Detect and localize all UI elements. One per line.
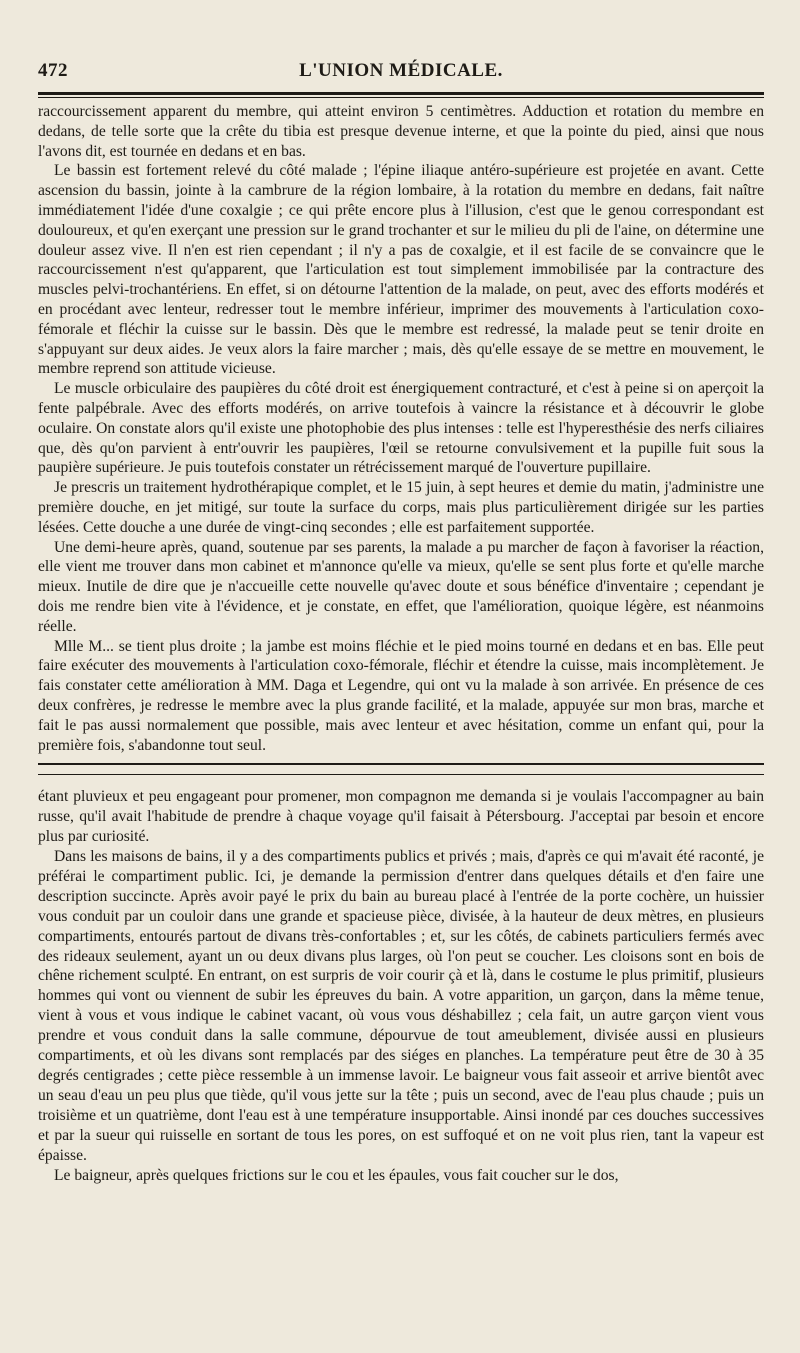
article-body xyxy=(38,102,764,755)
article-paragraph: Le bassin est fortement relevé du côté malade ; l'épine iliaque antéro-supérieure est projetée en avant. Cette ascension du bassin, jointe à la cambrure de la région lombaire, à la rotation du membre en dedans, fait naître immédiatement l'idée d'une coxalgie ; ce qui prête encore plus à l'illusion, c'est que le genou correspondant est douloureux, et qu'en exerçant une pression sur le grand trochanter et sur le milieu du pli de l'aine, on détermine une douleur assez vive. Il n'en est rien cependant ; il n'y a pas de coxalgie, et il est facile de se convaincre que le raccourcissement n'est qu'apparent, que l'articulation est tout simplement immobilisée par la contracture des muscles pelvi-trochantériens. En effet, si on détourne l'attention de la malade, on peut, avec des efforts modérés et en procédant avec lenteur, redresser tout le membre inférieur, imprimer des mouvements à l'articulation coxo-fémorale et fléchir la cuisse sur le bassin. Dès que le membre est redressé, la malade peut se tenir droite en s'appuyant sur deux aides. Je veux alors la faire marcher ; mais, dès qu'elle essaye de se mettre en mouvement, le membre reprend son attitude vicieuse. xyxy=(38,162,764,378)
article-paragraph: Une demi-heure après, quand, soutenue par ses parents, la malade a pu marcher de façon à favoriser la réaction, elle vient me trouver dans mon cabinet et m'annonce qu'elle va mieux, qu'elle se sent plus forte et qu'elle marche mieux. Inutile de dire que je n'accueille cette nouvelle qu'avec doute et sous bénéfice d'inventaire ; cependant je dois me rendre bien vite à l'évidence, et je constate, en effet, que l'amélioration, quoique légère, est néanmoins réelle. xyxy=(38,538,764,635)
feuilleton-separator xyxy=(38,763,764,775)
header-rule xyxy=(38,92,764,95)
header-rule-thin xyxy=(38,97,764,98)
feuilleton-paragraph: Le baigneur, après quelques frictions sur le cou et les épaules, vous fait coucher sur le dos, xyxy=(54,1166,619,1184)
running-title: L'UNION MÉDICALE. xyxy=(299,60,503,81)
article-paragraph: Je prescris un traitement hydrothérapique complet, et le 15 juin, à sept heures et demie du matin, j'administre une première douche, en jet mitigé, sur toute la surface du corps, mais plus particulièrement dirigée sur les parties lésées. Cette douche a une durée de vingt-cinq secondes ; elle est parfaitement supportée. xyxy=(38,479,764,536)
article-paragraph: raccourcissement apparent du membre, qui atteint environ 5 centimètres. Adduction et rotation du membre en dedans, de telle sorte que la crête du tibia est presque devenue interne, et que la pointe du pied, ainsi que nous l'avons dit, est tournée en dedans et en bas. xyxy=(38,103,764,160)
feuilleton-body xyxy=(38,787,764,1185)
page-header xyxy=(38,60,764,90)
article-paragraph: Le muscle orbiculaire des paupières du côté droit est énergiquement contracturé, et c'est à peine si on aperçoit la fente palpébrale. Avec des efforts modérés, on arrive toutefois à vaincre la résistance et à découvrir le globe oculaire. On constate alors qu'il existe une photophobie des plus intenses : telle est l'hyperesthésie des nerfs ciliaires que, dès qu'on parvient à entr'ouvrir les paupières, l'œil se retourne convulsivement et la pupille fuit sous la paupière supérieure. Je puis toutefois constater un rétrécissement marqué de l'ouverture pupillaire. xyxy=(38,380,764,477)
feuilleton-paragraph: Dans les maisons de bains, il y a des compartiments publics et privés ; mais, d'après ce qui m'avait été raconté, je préférai le compartiment public. Ici, je demande la permission d'entrer dans quelques détails et d'en faire une description succincte. Après avoir payé le prix du bain au bureau placé à l'entrée de la porte cochère, un huissier vous conduit par un couloir dans une grande et spacieuse pièce, divisée, à la hauteur de deux mètres, en plusieurs compartiments, entourés partout de divans très-confortables ; et, sur les côtés, de cabinets particuliers fermés avec des rideaux seulement, ayant un ou deux divans plus larges, où l'on peut se coucher. Les cloisons sont en bois de chêne richement sculpté. En entrant, on est surpris de voir courir çà et là, dans le costume le plus primitif, plusieurs hommes qui vont ou viennent de subir les épreuves du bain. A votre apparition, un garçon, dans la même tenue, vient à vous et vous indique le cabinet vacant, où vous vous déshabillez ; cela fait, un autre garçon vient vous prendre et vous conduit dans la salle commune, dépourvue de tout ameublement, divisée aussi en plusieurs compartiments, et où les divans sont remplacés par des siéges en planches. La température peut être de 30 à 35 degrés centigrades ; cette pièce ressemble à un immense lavoir. Le baigneur vous fait asseoir et arrive bientôt avec un seau d'eau un peu plus que tiède, qu'il vous jette sur la tête ; puis un second, avec de l'eau plus chaude ; puis un troisième et un quatrième, dont l'eau est à une température insupportable. Ainsi inondé par ces douches successives et par la sueur qui ruisselle en sortant de tous les pores, on est suffoqué et on ne voit plus rien, tant la vapeur est épaisse. xyxy=(38,848,764,1164)
page-number: 472 xyxy=(38,60,68,81)
feuilleton-paragraph: étant pluvieux et peu engageant pour promener, mon compagnon me demanda si je voulais l'accompagner au bain russe, qu'il avait l'habitude de prendre à chaque voyage qu'il faisait à Pétersbourg. J'acceptai par besoin et encore plus par curiosité. xyxy=(38,788,764,846)
article-paragraph: Mlle M... se tient plus droite ; la jambe est moins fléchie et le pied moins tourné en dedans et en bas. Elle peut faire exécuter des mouvements à l'articulation coxo-fémorale, fléchir et étendre la cuisse, mais incomplètement. Je fais constater cette amélioration à MM. Daga et Legendre, qui ont vu la malade à son arrivée. En présence de ces deux confrères, je redresse le membre avec la plus grande facilité, et la malade, appuyée sur mon bras, marche et fait le pas aussi normalement que possible, mais avec lenteur et avec hésitation, comme un enfant qui, pour la première fois, s'abandonne tout seul. xyxy=(38,637,764,754)
